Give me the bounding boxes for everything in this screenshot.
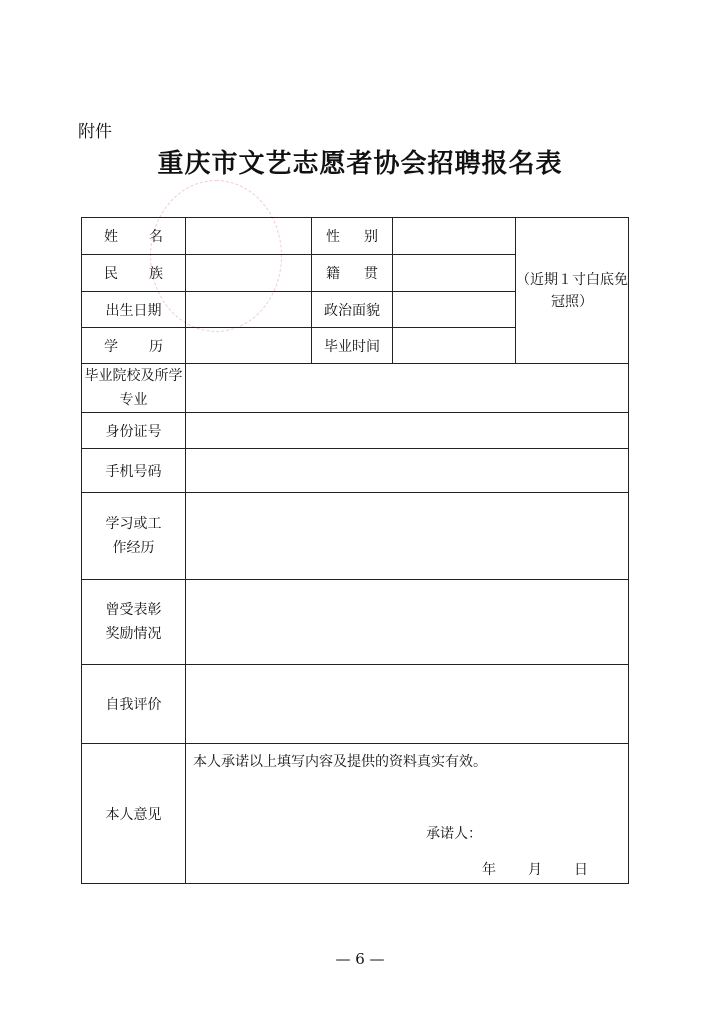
- day-label: 日: [574, 862, 588, 878]
- id-number-label: 身份证号: [82, 413, 186, 449]
- personal-opinion-label: 本人意见: [82, 744, 186, 884]
- education-value-cell[interactable]: [186, 328, 312, 364]
- graduation-time-value-cell[interactable]: [393, 328, 516, 364]
- phone-label: 手机号码: [82, 449, 186, 493]
- birthdate-value-cell[interactable]: [186, 292, 312, 328]
- gender-value-cell[interactable]: [393, 218, 516, 255]
- awards-label: 曾受表彰奖励情况: [82, 580, 186, 665]
- signer-label: 承诺人：: [426, 826, 482, 842]
- native-place-label: 籍 贯: [312, 255, 393, 292]
- experience-label: 学习或工作经历: [82, 493, 186, 580]
- school-major-value-cell[interactable]: [186, 364, 629, 413]
- year-label: 年: [482, 862, 496, 878]
- table-row: [82, 218, 629, 255]
- self-evaluation-label: 自我评价: [82, 665, 186, 744]
- political-status-label: 政治面貌: [312, 292, 393, 328]
- photo-cell[interactable]: [516, 218, 629, 364]
- awards-value-cell[interactable]: [186, 580, 629, 665]
- ethnicity-label: 民 族: [82, 255, 186, 292]
- phone-value-cell[interactable]: [186, 449, 629, 493]
- page-title: 重庆市文艺志愿者协会招聘报名表: [157, 149, 563, 179]
- name-value-cell[interactable]: [186, 218, 312, 255]
- table-row: [82, 665, 629, 744]
- name-label: 姓 名: [82, 218, 186, 255]
- table-row: [82, 364, 629, 413]
- experience-value-cell[interactable]: [186, 493, 629, 580]
- date-line: [482, 859, 588, 879]
- attachment-label: 附件: [78, 122, 112, 142]
- month-label: 月: [528, 862, 542, 878]
- registration-form-table: [81, 217, 629, 884]
- id-number-value-cell[interactable]: [186, 413, 629, 449]
- declaration-text: 本人承诺以上填写内容及提供的资料真实有效。: [193, 754, 487, 770]
- self-evaluation-value-cell[interactable]: [186, 665, 629, 744]
- table-row: [82, 493, 629, 580]
- table-row: [82, 580, 629, 665]
- photo-note: （近期１寸白底免冠照）: [516, 271, 628, 310]
- graduation-time-label: 毕业时间: [312, 328, 393, 364]
- school-major-label: 毕业院校及所学专业: [82, 364, 186, 413]
- table-row: [82, 449, 629, 493]
- political-status-value-cell[interactable]: [393, 292, 516, 328]
- page-number: — 6 —: [335, 950, 385, 968]
- table-row: [82, 413, 629, 449]
- birthdate-label: 出生日期: [82, 292, 186, 328]
- gender-label: 性 别: [312, 218, 393, 255]
- education-label: 学 历: [82, 328, 186, 364]
- ethnicity-value-cell[interactable]: [186, 255, 312, 292]
- native-place-value-cell[interactable]: [393, 255, 516, 292]
